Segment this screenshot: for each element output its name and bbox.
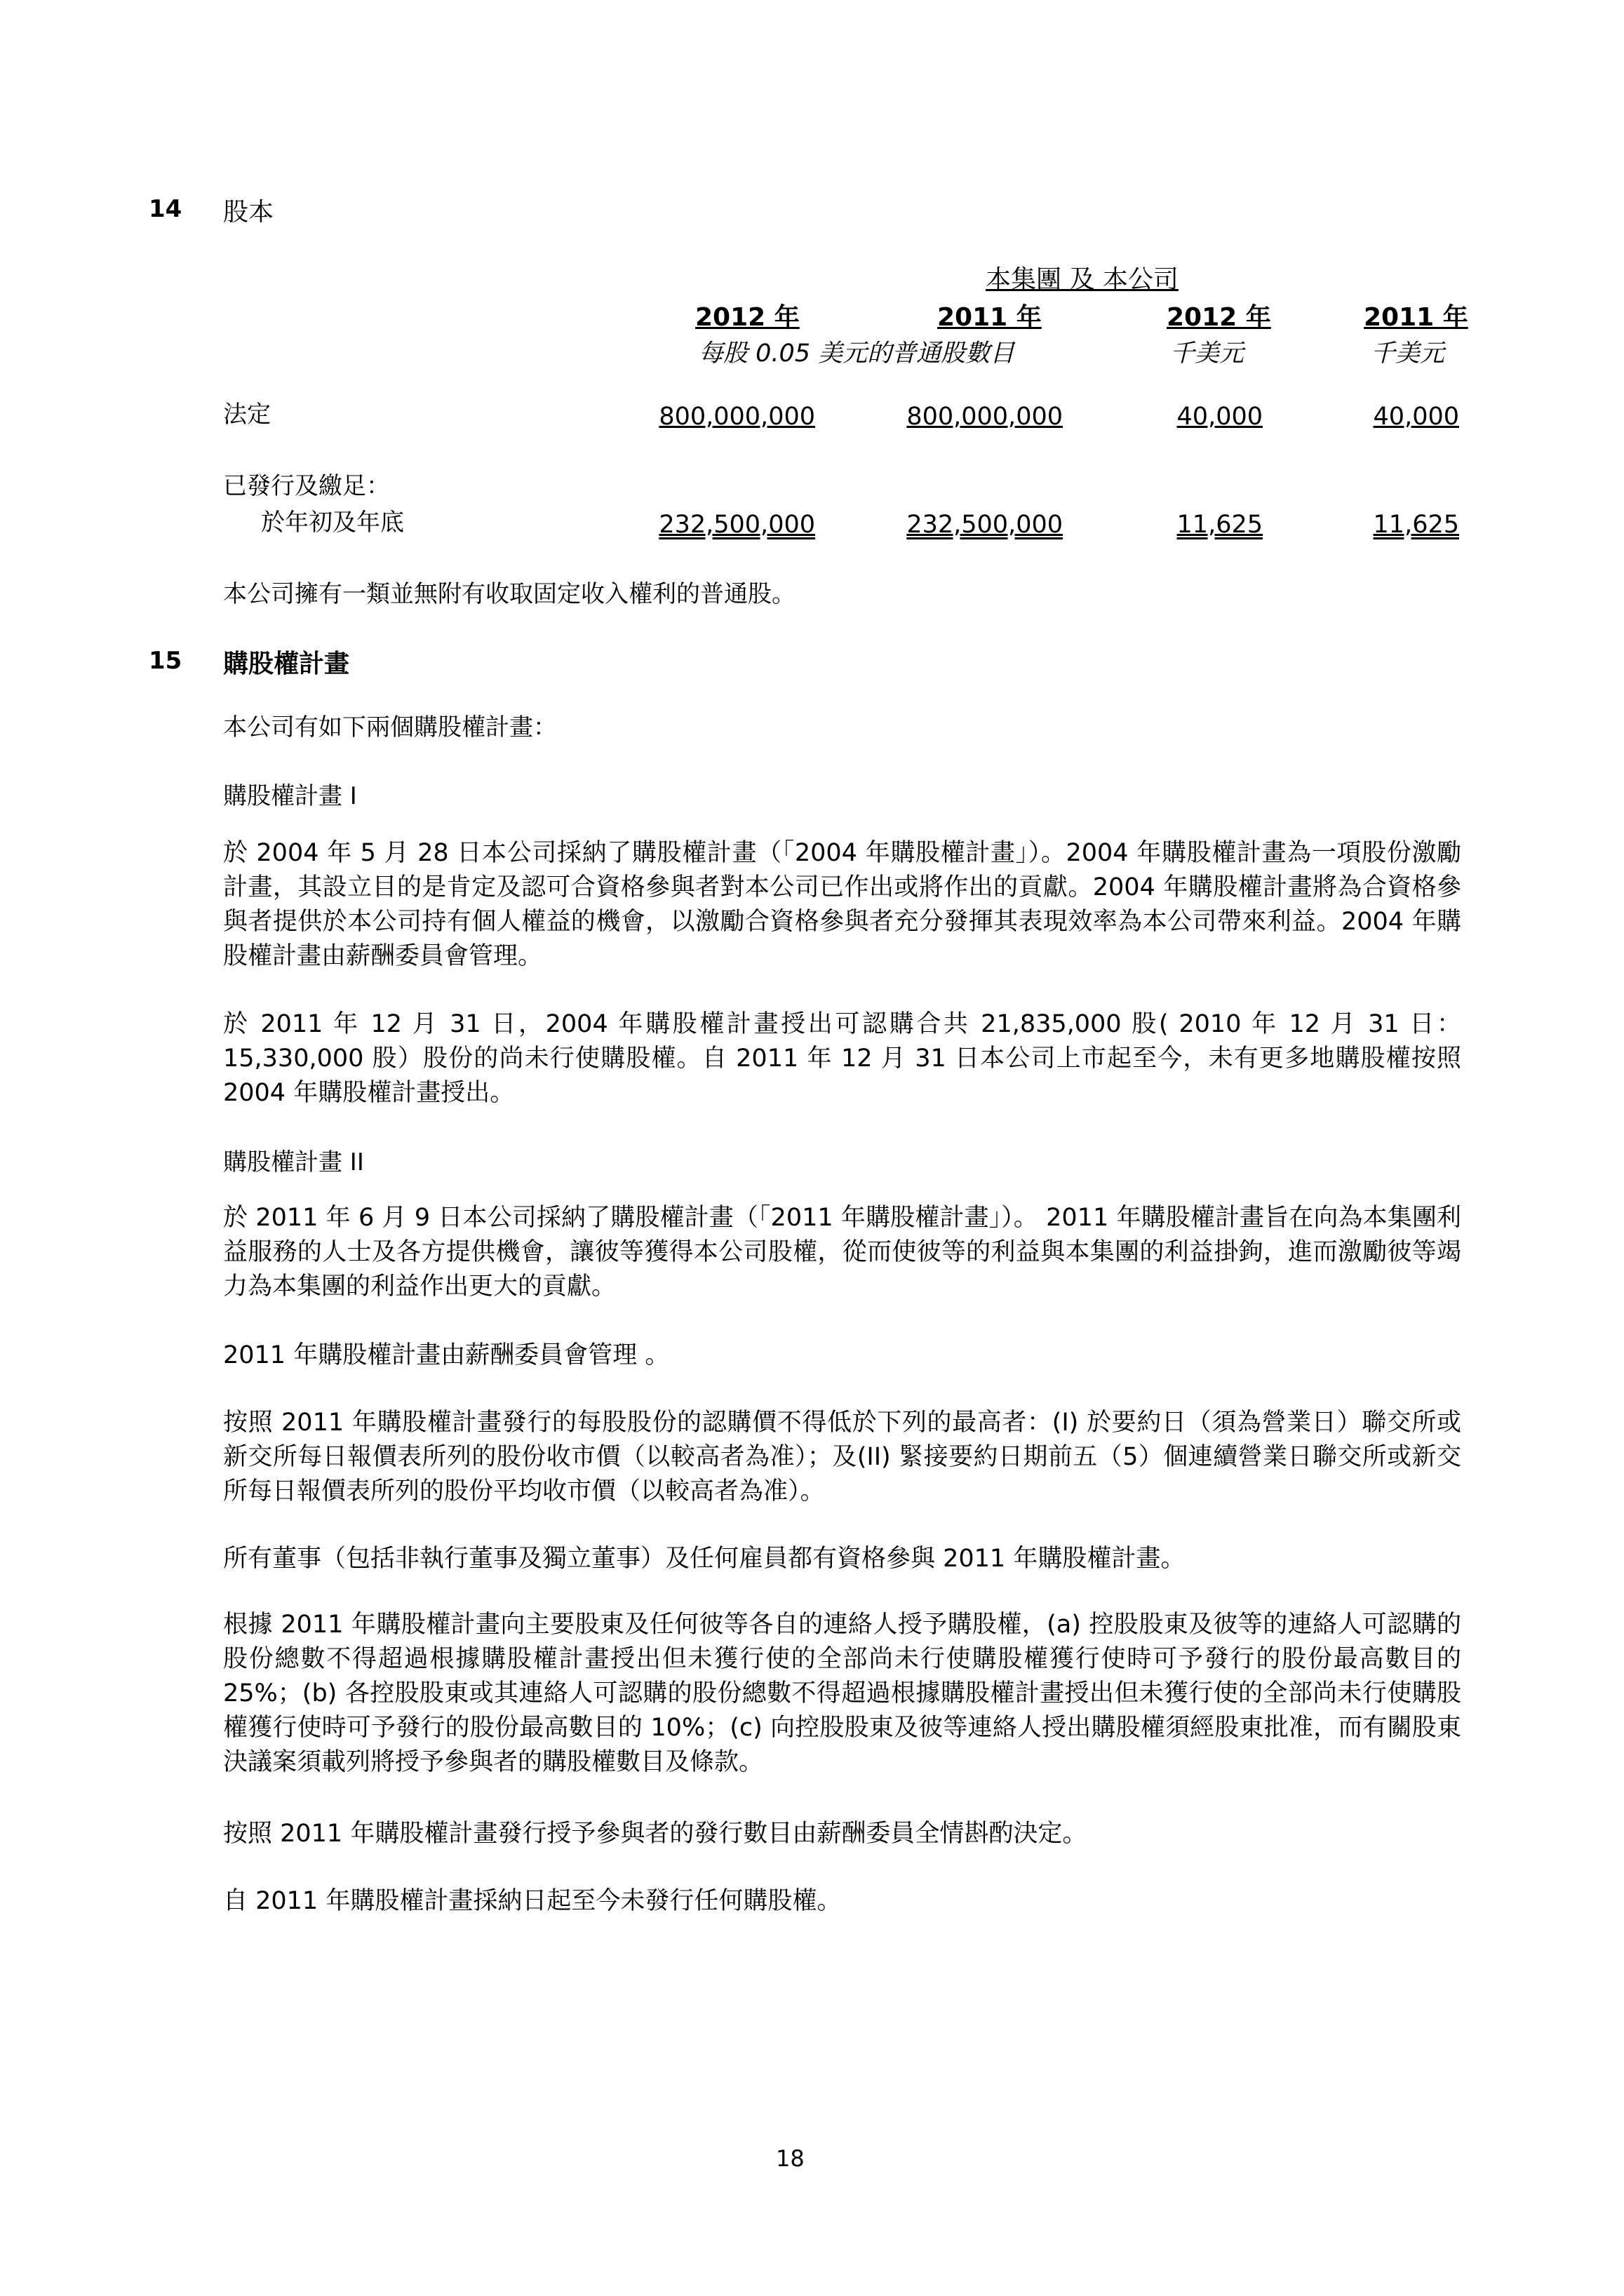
paragraph-2011-price: 按照 2011 年購股權計畫發行的每股股份的認購價不得低於下列的最高者：(I) 於要約日（須為營業日）聯交所或新交所每日報價表所列的股份收市價（以較高者為准）；及(II) 緊接要約日期前五（5）個連續營業日聯交所或新交所每日報價表所列的股份平均收市價（以較高者為准）。 <box>223 1409 1461 1505</box>
section-14-note: 本公司擁有一類並無附有收取固定收入權利的普通股。 <box>223 580 796 608</box>
unit-col4-label: 千美元 <box>1371 340 1445 368</box>
section-15-title: 購股權計畫 <box>223 650 350 678</box>
paragraph-2004-scheme: 於 2004 年 5 月 28 日本公司採納了購股權計畫（「2004 年購股權計畫」）。2004 年購股權計畫為一項股份激勵計畫，其設立目的是肯定及認可合資格參與者對本公司已作出或將作出的貢獻。2004 年購股權計畫將為合資格參與者提供於本公司持有個人權益的機會，以激勵合資格參與者充分發揮其表現效率為本公司帶來利益。2004 年購股權計畫由薪酬委員會管理。 <box>223 839 1461 970</box>
section-15-intro: 本公司有如下兩個購股權計畫： <box>223 713 557 741</box>
row-authorised-2011-amount: 40,000 <box>1373 403 1459 431</box>
col1-year-header: 2012 年 <box>695 303 800 332</box>
row-issued-2012-amount: 11,625 <box>1176 511 1263 539</box>
row-issued-label: 於年初及年底 <box>261 509 404 537</box>
table-group-header: 本集團 及 本公司 <box>986 265 1179 294</box>
paragraph-2011-grant-number: 按照 2011 年購股權計畫發行授予參與者的發行數目由薪酬委員全情斟酌決定。 <box>223 1820 1087 1848</box>
row-authorised-2012-shares: 800,000,000 <box>659 403 815 431</box>
row-issued-heading: 已發行及繳足： <box>223 472 390 500</box>
paragraph-2011-limits: 根據 2011 年購股權計畫向主要股東及任何彼等各自的連絡人授予購股權，(a) 控股股東及彼等的連絡人可認購的股份總數不得超過根據購股權計畫授出但未獲行使的全部尚未行使購股權獲行使時可予發行的股份最高數目的 25%；(b) 各控股股東或其連絡人可認購的股份總數不得超過根據購股權計畫授出但未獲行使的全部尚未行使購股權獲行使時可予發行的股份最高數目的 10%；(c) 向控股股東及彼等連絡人授出購股權須經股東批准，而有關股東決議案須載列將授予參與者的購股權數目及條款。 <box>223 1611 1461 1776</box>
col4-year-header: 2011 年 <box>1364 303 1468 332</box>
scheme-1-heading: 購股權計畫 I <box>223 782 357 810</box>
section-15-number: 15 <box>149 647 182 675</box>
paragraph-2011-admin: 2011 年購股權計畫由薪酬委員會管理 。 <box>223 1341 670 1369</box>
row-authorised-2012-amount: 40,000 <box>1176 403 1263 431</box>
row-issued-2011-shares: 232,500,000 <box>906 511 1063 539</box>
paragraph-2011-no-grants: 自 2011 年購股權計畫採納日起至今未發行任何購股權。 <box>223 1887 842 1915</box>
paragraph-2004-outstanding: 於 2011 年 12 月 31 日，2004 年購股權計畫授出可認購合共 21,835,000 股( 2010 年 12 月 31 日：15,330,000 股）股份的尚未行使購股權。自 2011 年 12 月 31 日本公司上市起至今，未有更多地購股權按照 2004 年購股權計畫授出。 <box>223 1010 1461 1107</box>
section-14-number: 14 <box>149 195 182 223</box>
col3-year-header: 2012 年 <box>1167 303 1271 332</box>
row-issued-2012-shares: 232,500,000 <box>659 511 815 539</box>
page-number: 18 <box>776 2145 805 2172</box>
row-authorised-label: 法定 <box>223 401 271 429</box>
row-issued-2011-amount: 11,625 <box>1373 511 1459 539</box>
section-14-title: 股本 <box>223 198 274 227</box>
unit-shares-label: 每股 0.05 美元的普通股數目 <box>699 340 1015 368</box>
paragraph-2011-scheme: 於 2011 年 6 月 9 日本公司採納了購股權計畫（「2011 年購股權計畫」）。 2011 年購股權計畫旨在向為本集團利益服務的人士及各方提供機會，讓彼等獲得本公司股權，從而使彼等的利益與本集團的利益掛鉤，進而激勵彼等竭力為本集團的利益作出更大的貢獻。 <box>223 1204 1461 1301</box>
row-authorised-2011-shares: 800,000,000 <box>906 403 1063 431</box>
unit-col3-label: 千美元 <box>1170 340 1244 368</box>
col2-year-header: 2011 年 <box>937 303 1042 332</box>
paragraph-2011-eligibility: 所有董事（包括非執行董事及獨立董事）及任何雇員都有資格參與 2011 年購股權計畫。 <box>223 1545 1186 1573</box>
scheme-2-heading: 購股權計畫 II <box>223 1148 364 1176</box>
